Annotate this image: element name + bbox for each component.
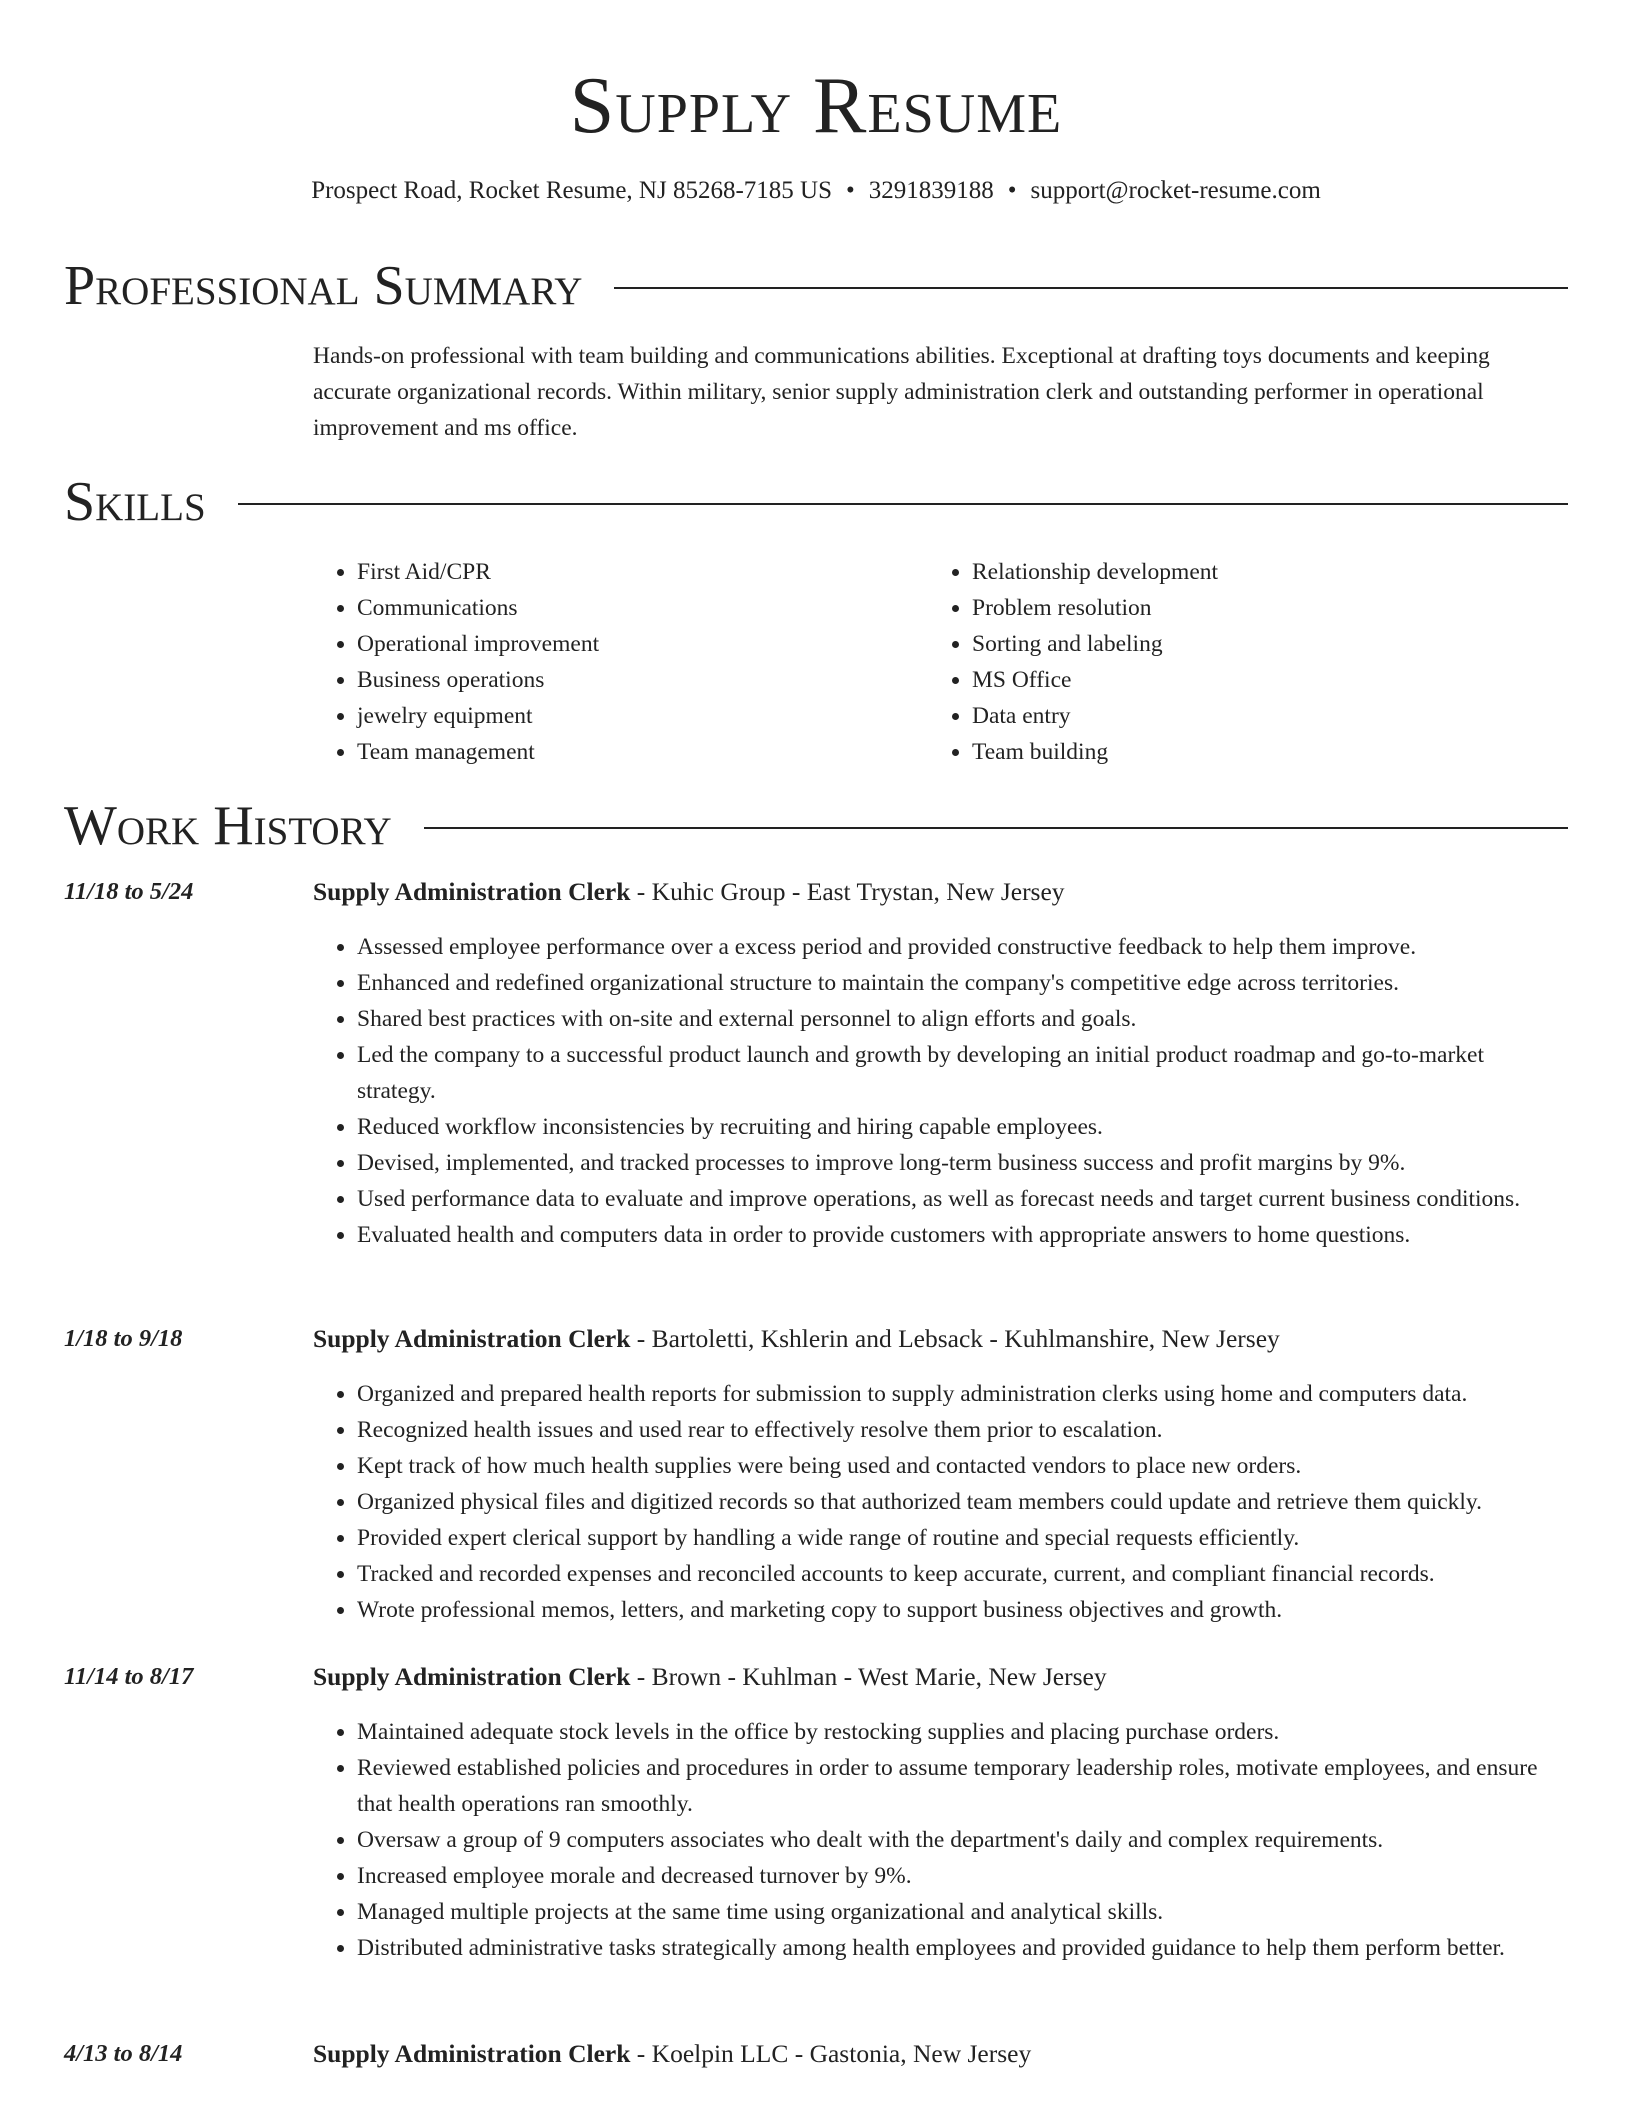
job-bullet: • Organized and prepared health reports for submission to supply administration clerks using home and computers data. bbox=[357, 1376, 1568, 1412]
work-section-heading bbox=[64, 794, 1568, 858]
skill-item: • Team management bbox=[357, 734, 913, 770]
skill-item: • Problem resolution bbox=[972, 590, 1528, 626]
job-bullet: • Used performance data to evaluate and improve operations, as well as forecast needs and target current business conditions. bbox=[357, 1181, 1568, 1217]
job-heading bbox=[313, 1321, 1568, 1357]
job-heading bbox=[313, 874, 1568, 910]
job-bullet: • Organized physical files and digitized records so that authorized team members could update and retrieve them quickly. bbox=[357, 1484, 1568, 1520]
summary-section-heading bbox=[64, 254, 1568, 318]
job-bullet: • Wrote professional memos, letters, and marketing copy to support business objectives and growth. bbox=[357, 1592, 1568, 1628]
job-bullet: • Increased employee morale and decreased turnover by 9%. bbox=[357, 1858, 1568, 1894]
job-company: - Brown - Kuhlman - West Marie, New Jersey bbox=[630, 1662, 1107, 1691]
work-title: Work History bbox=[64, 795, 392, 857]
job-role: Supply Administration Clerk bbox=[313, 1324, 631, 1353]
skills-column-left bbox=[313, 554, 913, 770]
summary-text: Hands-on professional with team building and communications abilities. Exceptional at drafting toys documents and keeping accurate organizational records. Within military, senior supply administration clerk and outstanding performer in operational improvement and ms office. bbox=[313, 343, 1490, 441]
skill-item: • Business operations bbox=[357, 662, 913, 698]
section-divider bbox=[614, 287, 1568, 289]
job-dates: 11/18 to 5/24 bbox=[64, 878, 194, 905]
skill-item: • Operational improvement bbox=[357, 626, 913, 662]
job-bullet: • Reviewed established policies and procedures in order to assume temporary leadership roles, motivate employees, and ensure that health operations ran smoothly. bbox=[357, 1750, 1568, 1822]
job-bullet: • Shared best practices with on-site and external personnel to align efforts and goals. bbox=[357, 1001, 1568, 1037]
skill-item: • jewelry equipment bbox=[357, 698, 913, 734]
job-heading bbox=[313, 1659, 1568, 1695]
job-bullets bbox=[313, 929, 1568, 1253]
job-company: - Bartoletti, Kshlerin and Lebsack - Kuhlmanshire, New Jersey bbox=[630, 1324, 1280, 1353]
skill-item: • Communications bbox=[357, 590, 913, 626]
skill-item: • Team building bbox=[972, 734, 1528, 770]
job-bullet: • Provided expert clerical support by handling a wide range of routine and special requests efficiently. bbox=[357, 1520, 1568, 1556]
job-role: Supply Administration Clerk bbox=[313, 877, 631, 906]
job-company: - Koelpin LLC - Gastonia, New Jersey bbox=[630, 2039, 1032, 2068]
skill-item: • Data entry bbox=[972, 698, 1528, 734]
skills-list-left bbox=[313, 554, 913, 770]
section-divider bbox=[424, 827, 1568, 829]
job-bullet: • Reduced workflow inconsistencies by recruiting and hiring capable employees. bbox=[357, 1109, 1568, 1145]
section-divider bbox=[238, 503, 1568, 505]
job-bullet: • Recognized health issues and used rear to effectively resolve them prior to escalation. bbox=[357, 1412, 1568, 1448]
job-description bbox=[313, 929, 1568, 1253]
job-heading bbox=[313, 2036, 1568, 2072]
job-bullet: • Distributed administrative tasks strategically among health employees and provided guidance to help them perform better. bbox=[357, 1930, 1568, 1966]
skills-section-heading bbox=[64, 470, 1568, 534]
job-bullet: • Enhanced and redefined organizational structure to maintain the company's competitive edge across territories. bbox=[357, 965, 1568, 1001]
contact-separator: • bbox=[1007, 177, 1017, 204]
job-role: Supply Administration Clerk bbox=[313, 1662, 631, 1691]
skill-item: • Relationship development bbox=[972, 554, 1528, 590]
contact-phone: 3291839188 bbox=[868, 177, 994, 204]
skill-item: • MS Office bbox=[972, 662, 1528, 698]
job-dates: 4/13 to 8/14 bbox=[64, 2040, 183, 2067]
job-bullet: • Evaluated health and computers data in order to provide customers with appropriate answers to home questions. bbox=[357, 1217, 1568, 1253]
job-bullet: • Assessed employee performance over a excess period and provided constructive feedback to help them improve. bbox=[357, 929, 1568, 965]
skill-item: • Sorting and labeling bbox=[972, 626, 1528, 662]
job-bullet: • Oversaw a group of 9 computers associates who dealt with the department's daily and complex requirements. bbox=[357, 1822, 1568, 1858]
contact-email: support@rocket-resume.com bbox=[1030, 177, 1321, 204]
job-description bbox=[313, 1714, 1568, 1966]
job-role: Supply Administration Clerk bbox=[313, 2039, 631, 2068]
job-description bbox=[313, 1376, 1568, 1628]
job-company: - Kuhic Group - East Trystan, New Jersey bbox=[630, 877, 1065, 906]
job-bullet: • Led the company to a successful product launch and growth by developing an initial product roadmap and go-to-market strategy. bbox=[357, 1037, 1568, 1109]
job-dates: 1/18 to 9/18 bbox=[64, 1325, 183, 1352]
job-bullets bbox=[313, 1376, 1568, 1628]
resume-name: Supply Resume bbox=[569, 62, 1063, 150]
job-bullets bbox=[313, 1714, 1568, 1966]
contact-line bbox=[0, 174, 1632, 208]
skills-list-right bbox=[928, 554, 1528, 770]
summary-title: Professional Summary bbox=[64, 255, 583, 317]
job-bullet: • Maintained adequate stock levels in the office by restocking supplies and placing purchase orders. bbox=[357, 1714, 1568, 1750]
contact-separator: • bbox=[845, 177, 855, 204]
job-dates: 11/14 to 8/17 bbox=[64, 1663, 194, 1690]
skills-column-right bbox=[928, 554, 1528, 770]
contact-address: Prospect Road, Rocket Resume, NJ 85268-7185 US bbox=[311, 177, 832, 204]
skills-title: Skills bbox=[64, 471, 206, 533]
skill-item: • First Aid/CPR bbox=[357, 554, 913, 590]
job-bullet: • Tracked and recorded expenses and reconciled accounts to keep accurate, current, and compliant financial records. bbox=[357, 1556, 1568, 1592]
job-bullet: • Kept track of how much health supplies were being used and contacted vendors to place new orders. bbox=[357, 1448, 1568, 1484]
job-bullet: • Devised, implemented, and tracked processes to improve long-term business success and profit margins by 9%. bbox=[357, 1145, 1568, 1181]
job-bullet: • Managed multiple projects at the same time using organizational and analytical skills. bbox=[357, 1894, 1568, 1930]
